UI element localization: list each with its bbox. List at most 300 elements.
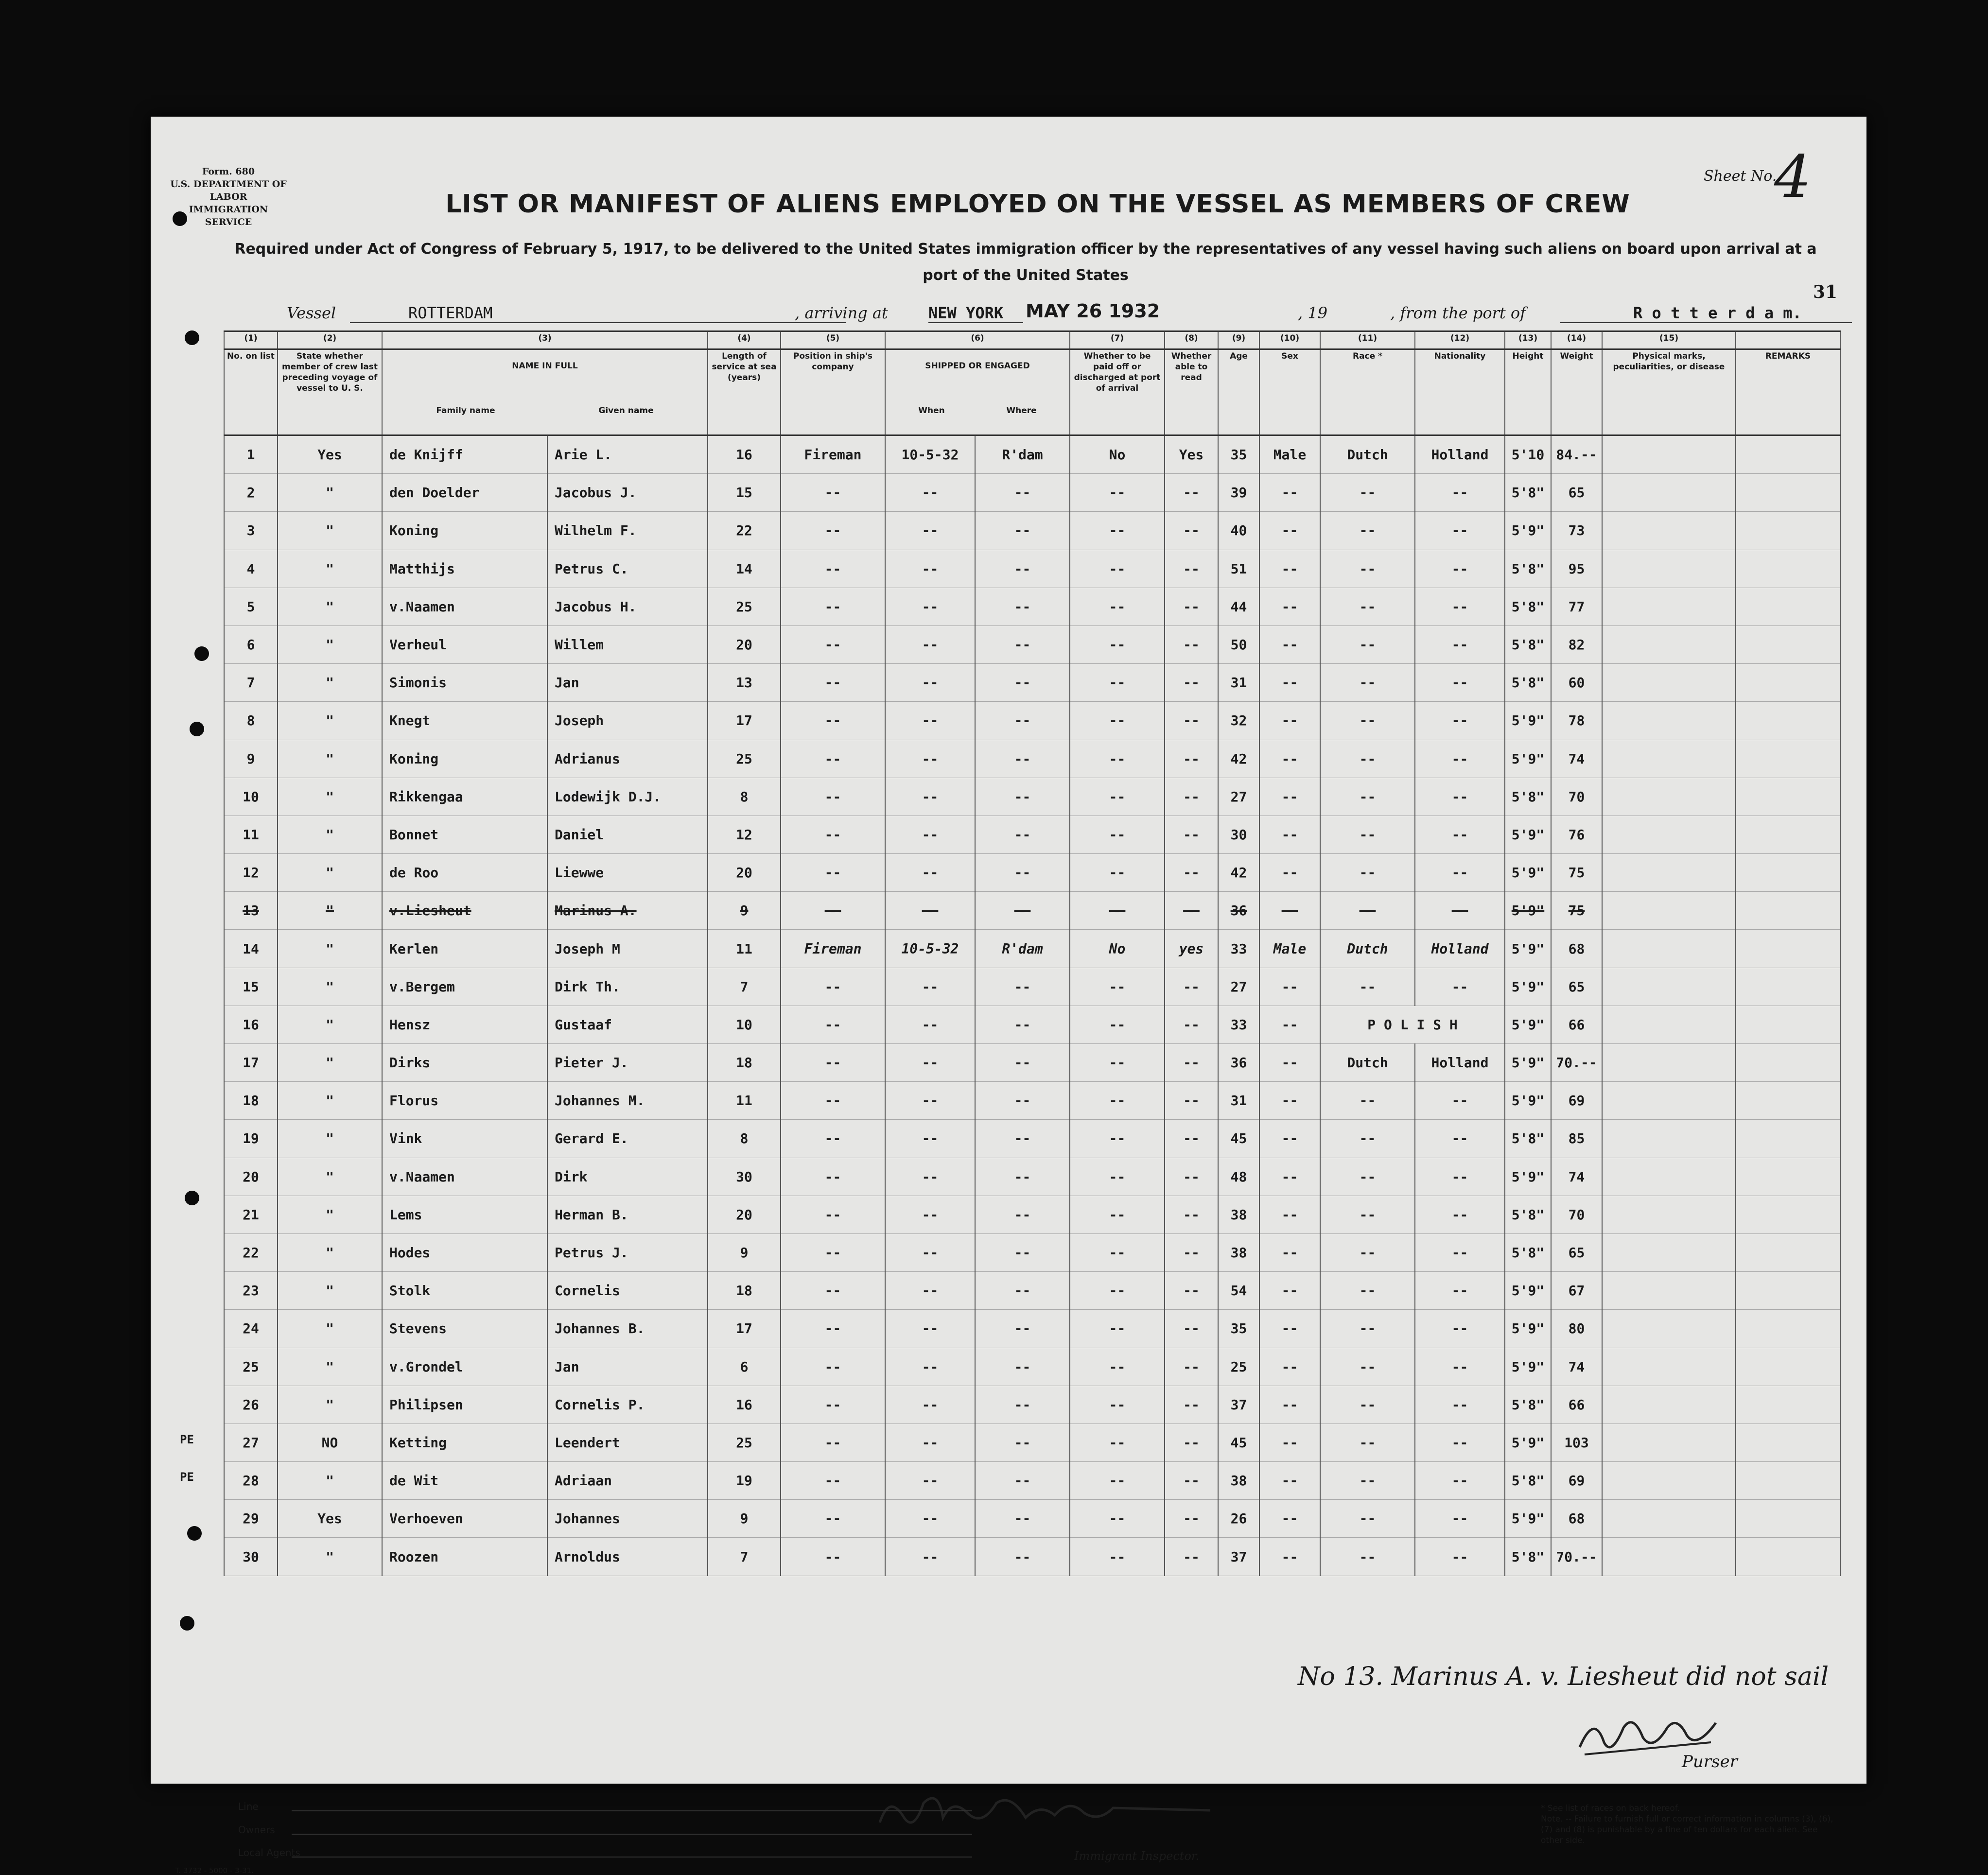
cell-remarks: [1736, 435, 1840, 474]
cell-sex: --: [1259, 1500, 1320, 1538]
footer-rule: [292, 1810, 972, 1811]
cell-weight: 69: [1551, 1462, 1602, 1500]
cell-weight: 74: [1551, 740, 1602, 778]
table-row: [224, 1500, 1840, 1538]
cell-position: --: [781, 816, 885, 853]
cell-shipped-where: --: [975, 1310, 1070, 1348]
cell-remarks: [1736, 854, 1840, 892]
cell-given-name: Jan: [547, 1348, 708, 1386]
cell-row-number: 11: [224, 816, 278, 853]
cell-shipped-where: --: [975, 854, 1070, 892]
cell-previous-voyage: ": [278, 1386, 382, 1424]
cell-shipped-when: --: [885, 1006, 975, 1043]
cell-weight: 85: [1551, 1120, 1602, 1158]
footer-rule: [292, 1857, 972, 1858]
cell-paid-off: --: [1070, 1082, 1165, 1120]
cell-age: 36: [1218, 1044, 1259, 1082]
cell-shipped-where: --: [975, 1424, 1070, 1461]
cell-row-number: 17: [224, 1044, 278, 1082]
cell-sex: --: [1259, 968, 1320, 1006]
cell-physical-marks: [1602, 625, 1736, 663]
table-row: [224, 1120, 1840, 1158]
inspector-label: Immigrant Inspector.: [1074, 1849, 1200, 1863]
cell-given-name: Gustaaf: [547, 1006, 708, 1043]
cell-remarks: [1736, 550, 1840, 588]
cell-previous-voyage: ": [278, 1120, 382, 1158]
cell-race: --: [1320, 474, 1415, 512]
cell-age: 42: [1218, 854, 1259, 892]
cell-race: --: [1320, 1310, 1415, 1348]
cell-family-name: de Wit: [382, 1462, 547, 1500]
cell-weight: 75: [1551, 892, 1602, 930]
cell-physical-marks: [1602, 968, 1736, 1006]
cell-paid-off: --: [1070, 1386, 1165, 1424]
cell-position: Fireman: [781, 930, 885, 968]
cell-row-number: 1: [224, 435, 278, 474]
header-position: Position in ship's company: [781, 349, 885, 435]
cell-height: 5'8": [1505, 1538, 1551, 1576]
cell-age: 51: [1218, 550, 1259, 588]
cell-family-name: Stolk: [382, 1272, 547, 1310]
col-num: (12): [1415, 331, 1505, 349]
cell-position: --: [781, 1310, 885, 1348]
cell-age: 40: [1218, 512, 1259, 550]
cell-physical-marks: [1602, 474, 1736, 512]
cell-family-name: Koning: [382, 740, 547, 778]
cell-nationality: --: [1415, 1082, 1505, 1120]
cell-length-of-service: 9: [708, 1233, 781, 1271]
cell-race: Dutch: [1320, 435, 1415, 474]
cell-row-number: 26: [224, 1386, 278, 1424]
cell-paid-off: --: [1070, 1500, 1165, 1538]
cell-race: Dutch: [1320, 930, 1415, 968]
cell-age: 42: [1218, 740, 1259, 778]
cell-race: --: [1320, 664, 1415, 702]
cell-race: --: [1320, 1272, 1415, 1310]
cell-physical-marks: [1602, 1348, 1736, 1386]
table-row: [224, 816, 1840, 853]
cell-able-to-read: --: [1165, 625, 1218, 663]
cell-able-to-read: --: [1165, 1158, 1218, 1196]
cell-weight: 73: [1551, 512, 1602, 550]
footnote-races: * See list of races on back hereof.: [1541, 1804, 1680, 1813]
cell-weight: 67: [1551, 1272, 1602, 1310]
cell-remarks: [1736, 1538, 1840, 1576]
cell-height: 5'9": [1505, 1310, 1551, 1348]
cell-given-name: Adrianus: [547, 740, 708, 778]
cell-row-number: 8: [224, 702, 278, 740]
cell-shipped-when: --: [885, 740, 975, 778]
cell-paid-off: --: [1070, 664, 1165, 702]
cell-race: --: [1320, 1120, 1415, 1158]
cell-physical-marks: [1602, 740, 1736, 778]
cell-length-of-service: 7: [708, 1538, 781, 1576]
page-number: 31: [1813, 282, 1838, 302]
cell-row-number: 6: [224, 625, 278, 663]
cell-able-to-read: --: [1165, 588, 1218, 625]
table-row: [224, 435, 1840, 474]
cell-row-number: 4: [224, 550, 278, 588]
cell-sex: --: [1259, 588, 1320, 625]
cell-remarks: [1736, 1310, 1840, 1348]
cell-paid-off: --: [1070, 778, 1165, 816]
cell-age: 27: [1218, 968, 1259, 1006]
cell-length-of-service: 14: [708, 550, 781, 588]
cell-row-number: 10: [224, 778, 278, 816]
cell-position: --: [781, 702, 885, 740]
cell-physical-marks: [1602, 1310, 1736, 1348]
cell-race: --: [1320, 892, 1415, 930]
table-row: [224, 968, 1840, 1006]
table-row: [224, 1233, 1840, 1271]
cell-able-to-read: --: [1165, 816, 1218, 853]
cell-paid-off: --: [1070, 625, 1165, 663]
table-row: [224, 930, 1840, 968]
cell-family-name: Matthijs: [382, 550, 547, 588]
cell-physical-marks: [1602, 930, 1736, 968]
footnote-penalty: Note. -- Failure to furnish full or correct information in columns (3), (6), (7) and (8) is punishable by a fine of ten dollars for each alien. See other side.: [1541, 1814, 1833, 1845]
cell-length-of-service: 20: [708, 854, 781, 892]
cell-paid-off: --: [1070, 854, 1165, 892]
cell-row-number: 2: [224, 474, 278, 512]
cell-height: 5'9": [1505, 1272, 1551, 1310]
cell-shipped-where: --: [975, 1044, 1070, 1082]
table-row: [224, 588, 1840, 625]
cell-given-name: Willem: [547, 625, 708, 663]
cell-length-of-service: 25: [708, 588, 781, 625]
cell-position: --: [781, 588, 885, 625]
cell-age: 45: [1218, 1424, 1259, 1461]
cell-race: --: [1320, 740, 1415, 778]
header-name-in-full: [382, 349, 708, 435]
cell-length-of-service: 8: [708, 1120, 781, 1158]
cell-sex: --: [1259, 816, 1320, 853]
cell-shipped-when: --: [885, 892, 975, 930]
cell-able-to-read: --: [1165, 1044, 1218, 1082]
cell-position: --: [781, 1538, 885, 1576]
cell-shipped-when: --: [885, 1044, 975, 1082]
cell-shipped-where: --: [975, 1158, 1070, 1196]
cell-row-number: 16: [224, 1006, 278, 1043]
cell-race: --: [1320, 1082, 1415, 1120]
cell-remarks: [1736, 1233, 1840, 1271]
cell-shipped-where: --: [975, 1462, 1070, 1500]
cell-row-number: 28: [224, 1462, 278, 1500]
cell-age: 38: [1218, 1196, 1259, 1233]
cell-remarks: [1736, 702, 1840, 740]
header-when: When: [918, 406, 945, 416]
col-num: (10): [1259, 331, 1320, 349]
cell-sex: Male: [1259, 930, 1320, 968]
col-num: (14): [1551, 331, 1602, 349]
cell-nationality: --: [1415, 1424, 1505, 1461]
cell-shipped-when: --: [885, 1196, 975, 1233]
header-family-name: Family name: [436, 406, 495, 416]
cell-family-name: v.Bergem: [382, 968, 547, 1006]
cell-able-to-read: --: [1165, 474, 1218, 512]
col-num: (3): [382, 331, 708, 349]
cell-remarks: [1736, 1044, 1840, 1082]
cell-family-name: Knegt: [382, 702, 547, 740]
header-able-to-read: Whether able to read: [1165, 349, 1218, 435]
cell-able-to-read: --: [1165, 1082, 1218, 1120]
cell-able-to-read: --: [1165, 892, 1218, 930]
cell-shipped-where: --: [975, 625, 1070, 663]
cell-physical-marks: [1602, 512, 1736, 550]
col-num: (4): [708, 331, 781, 349]
cell-weight: 70.--: [1551, 1538, 1602, 1576]
cell-race: --: [1320, 512, 1415, 550]
cell-shipped-where: --: [975, 1120, 1070, 1158]
cell-nationality: --: [1415, 968, 1505, 1006]
header-height: Height: [1505, 349, 1551, 435]
cell-height: 5'9": [1505, 892, 1551, 930]
cell-able-to-read: --: [1165, 702, 1218, 740]
cell-remarks: [1736, 740, 1840, 778]
cell-shipped-when: --: [885, 512, 975, 550]
cell-shipped-when: --: [885, 816, 975, 853]
cell-height: 5'9": [1505, 968, 1551, 1006]
cell-sex: --: [1259, 1538, 1320, 1576]
col-num: (6): [885, 331, 1070, 349]
cell-nationality: --: [1415, 778, 1505, 816]
cell-shipped-where: R'dam: [975, 435, 1070, 474]
cell-physical-marks: [1602, 1538, 1736, 1576]
cell-family-name: Roozen: [382, 1538, 547, 1576]
cell-age: 31: [1218, 664, 1259, 702]
cell-given-name: Jacobus H.: [547, 588, 708, 625]
cell-paid-off: No: [1070, 930, 1165, 968]
cell-length-of-service: 22: [708, 512, 781, 550]
cell-race: --: [1320, 1538, 1415, 1576]
cell-age: 33: [1218, 930, 1259, 968]
cell-length-of-service: 10: [708, 1006, 781, 1043]
cell-physical-marks: [1602, 588, 1736, 625]
cell-able-to-read: --: [1165, 1462, 1218, 1500]
cell-sex: --: [1259, 1272, 1320, 1310]
cell-row-number: 14: [224, 930, 278, 968]
header-no-on-list: No. on list: [224, 349, 278, 435]
cell-sex: --: [1259, 1310, 1320, 1348]
cell-shipped-where: --: [975, 892, 1070, 930]
cell-row-number: 5: [224, 588, 278, 625]
cell-family-name: Philipsen: [382, 1386, 547, 1424]
cell-shipped-when: --: [885, 1538, 975, 1576]
cell-length-of-service: 15: [708, 474, 781, 512]
cell-shipped-where: --: [975, 550, 1070, 588]
vessel-label: Vessel: [287, 304, 336, 322]
cell-given-name: Jan: [547, 664, 708, 702]
cell-height: 5'9": [1505, 1500, 1551, 1538]
cell-shipped-when: 10-5-32: [885, 435, 975, 474]
cell-length-of-service: 19: [708, 1462, 781, 1500]
cell-age: 32: [1218, 702, 1259, 740]
cell-length-of-service: 7: [708, 968, 781, 1006]
cell-family-name: Florus: [382, 1082, 547, 1120]
cell-nationality: --: [1415, 892, 1505, 930]
cell-weight: 70: [1551, 1196, 1602, 1233]
cell-able-to-read: --: [1165, 854, 1218, 892]
cell-given-name: Cornelis P.: [547, 1386, 708, 1424]
inspector-signature-scrawl: [870, 1784, 1220, 1842]
punch-hole: [185, 330, 199, 345]
cell-given-name: Adriaan: [547, 1462, 708, 1500]
cell-shipped-where: --: [975, 740, 1070, 778]
cell-remarks: [1736, 664, 1840, 702]
cell-age: 48: [1218, 1158, 1259, 1196]
cell-given-name: Johannes B.: [547, 1310, 708, 1348]
crew-manifest-table: [224, 330, 1841, 1576]
cell-position: --: [781, 1233, 885, 1271]
arriving-label: , arriving at: [795, 304, 888, 322]
cell-shipped-where: --: [975, 778, 1070, 816]
cell-shipped-when: --: [885, 1310, 975, 1348]
cell-shipped-when: --: [885, 1272, 975, 1310]
cell-previous-voyage: ": [278, 1310, 382, 1348]
cell-sex: --: [1259, 1462, 1320, 1500]
cell-sex: --: [1259, 1424, 1320, 1461]
cell-shipped-where: --: [975, 1006, 1070, 1043]
cell-weight: 60: [1551, 664, 1602, 702]
cell-shipped-when: --: [885, 1120, 975, 1158]
cell-weight: 65: [1551, 968, 1602, 1006]
cell-nationality: --: [1415, 512, 1505, 550]
punch-hole: [185, 1191, 199, 1205]
cell-shipped-where: --: [975, 664, 1070, 702]
cell-remarks: [1736, 1158, 1840, 1196]
cell-given-name: Gerard E.: [547, 1120, 708, 1158]
cell-paid-off: --: [1070, 740, 1165, 778]
cell-remarks: [1736, 1082, 1840, 1120]
cell-family-name: den Doelder: [382, 474, 547, 512]
cell-shipped-when: 10-5-32: [885, 930, 975, 968]
cell-given-name: Joseph M: [547, 930, 708, 968]
cell-given-name: Herman B.: [547, 1196, 708, 1233]
cell-paid-off: No: [1070, 435, 1165, 474]
cell-age: 25: [1218, 1348, 1259, 1386]
cell-age: 30: [1218, 816, 1259, 853]
cell-paid-off: --: [1070, 968, 1165, 1006]
cell-remarks: [1736, 1462, 1840, 1500]
cell-sex: --: [1259, 1082, 1320, 1120]
cell-shipped-when: --: [885, 588, 975, 625]
cell-row-number: 13: [224, 892, 278, 930]
cell-race: --: [1320, 1424, 1415, 1461]
cell-position: --: [781, 1386, 885, 1424]
cell-race: --: [1320, 1196, 1415, 1233]
cell-sex: --: [1259, 664, 1320, 702]
cell-position: --: [781, 625, 885, 663]
cell-nationality: --: [1415, 816, 1505, 853]
table-row: [224, 1082, 1840, 1120]
cell-shipped-where: --: [975, 1272, 1070, 1310]
header-physical-marks: Physical marks, peculiarities, or disease: [1602, 349, 1736, 435]
header-sex: Sex: [1259, 349, 1320, 435]
cell-remarks: [1736, 816, 1840, 853]
col-num: (8): [1165, 331, 1218, 349]
header-where: Where: [1006, 406, 1037, 416]
cell-previous-voyage: ": [278, 1348, 382, 1386]
cell-able-to-read: --: [1165, 512, 1218, 550]
cell-remarks: [1736, 1386, 1840, 1424]
cell-weight: 70: [1551, 778, 1602, 816]
cell-nationality: --: [1415, 1233, 1505, 1271]
cell-paid-off: --: [1070, 1233, 1165, 1271]
column-header-row: [224, 349, 1840, 435]
cell-nationality: --: [1415, 664, 1505, 702]
cell-weight: 76: [1551, 816, 1602, 853]
cell-weight: 74: [1551, 1158, 1602, 1196]
cell-height: 5'9": [1505, 512, 1551, 550]
cell-weight: 95: [1551, 550, 1602, 588]
cell-race: Dutch: [1320, 1044, 1415, 1082]
cell-shipped-when: --: [885, 1424, 975, 1461]
cell-physical-marks: [1602, 550, 1736, 588]
cell-given-name: Petrus J.: [547, 1233, 708, 1271]
cell-given-name: Arnoldus: [547, 1538, 708, 1576]
cell-sex: --: [1259, 1120, 1320, 1158]
col-num: [1736, 331, 1840, 349]
cell-shipped-where: --: [975, 968, 1070, 1006]
cell-family-name: Dirks: [382, 1044, 547, 1082]
cell-previous-voyage: ": [278, 1462, 382, 1500]
cell-family-name: Kerlen: [382, 930, 547, 968]
cell-able-to-read: --: [1165, 1006, 1218, 1043]
cell-shipped-where: --: [975, 588, 1070, 625]
cell-position: --: [781, 1462, 885, 1500]
did-not-sail-note: No 13. Marinus A. v. Liesheut did not sail: [1298, 1662, 1829, 1691]
cell-weight: 65: [1551, 474, 1602, 512]
cell-shipped-when: --: [885, 550, 975, 588]
cell-weight: 80: [1551, 1310, 1602, 1348]
cell-age: 39: [1218, 474, 1259, 512]
cell-able-to-read: --: [1165, 1120, 1218, 1158]
footer-line-label: Line: [238, 1801, 259, 1812]
cell-able-to-read: --: [1165, 1272, 1218, 1310]
cell-paid-off: --: [1070, 474, 1165, 512]
cell-physical-marks: [1602, 435, 1736, 474]
cell-weight: 68: [1551, 1500, 1602, 1538]
cell-family-name: v.Grondel: [382, 1348, 547, 1386]
cell-position: --: [781, 1196, 885, 1233]
cell-given-name: Dirk: [547, 1158, 708, 1196]
cell-physical-marks: [1602, 816, 1736, 853]
cell-height: 5'8": [1505, 1462, 1551, 1500]
cell-height: 5'9": [1505, 854, 1551, 892]
cell-weight: 78: [1551, 702, 1602, 740]
cell-sex: --: [1259, 1006, 1320, 1043]
table-row: [224, 1196, 1840, 1233]
header-age: Age: [1218, 349, 1259, 435]
cell-physical-marks: [1602, 1424, 1736, 1461]
cell-sex: --: [1259, 1158, 1320, 1196]
cell-physical-marks: [1602, 1082, 1736, 1120]
cell-previous-voyage: ": [278, 625, 382, 663]
cell-family-name: de Knijff: [382, 435, 547, 474]
header-previous-voyage: State whether member of crew last preceding voyage of vessel to U. S.: [278, 349, 382, 435]
cell-nationality: --: [1415, 1120, 1505, 1158]
cell-nationality: --: [1415, 1500, 1505, 1538]
cell-previous-voyage: ": [278, 550, 382, 588]
column-number-row: [224, 331, 1840, 349]
cell-age: 50: [1218, 625, 1259, 663]
cell-shipped-when: --: [885, 1462, 975, 1500]
cell-paid-off: --: [1070, 1196, 1165, 1233]
cell-previous-voyage: ": [278, 512, 382, 550]
margin-mark: PE: [180, 1470, 194, 1484]
cell-shipped-when: --: [885, 778, 975, 816]
cell-able-to-read: --: [1165, 1310, 1218, 1348]
